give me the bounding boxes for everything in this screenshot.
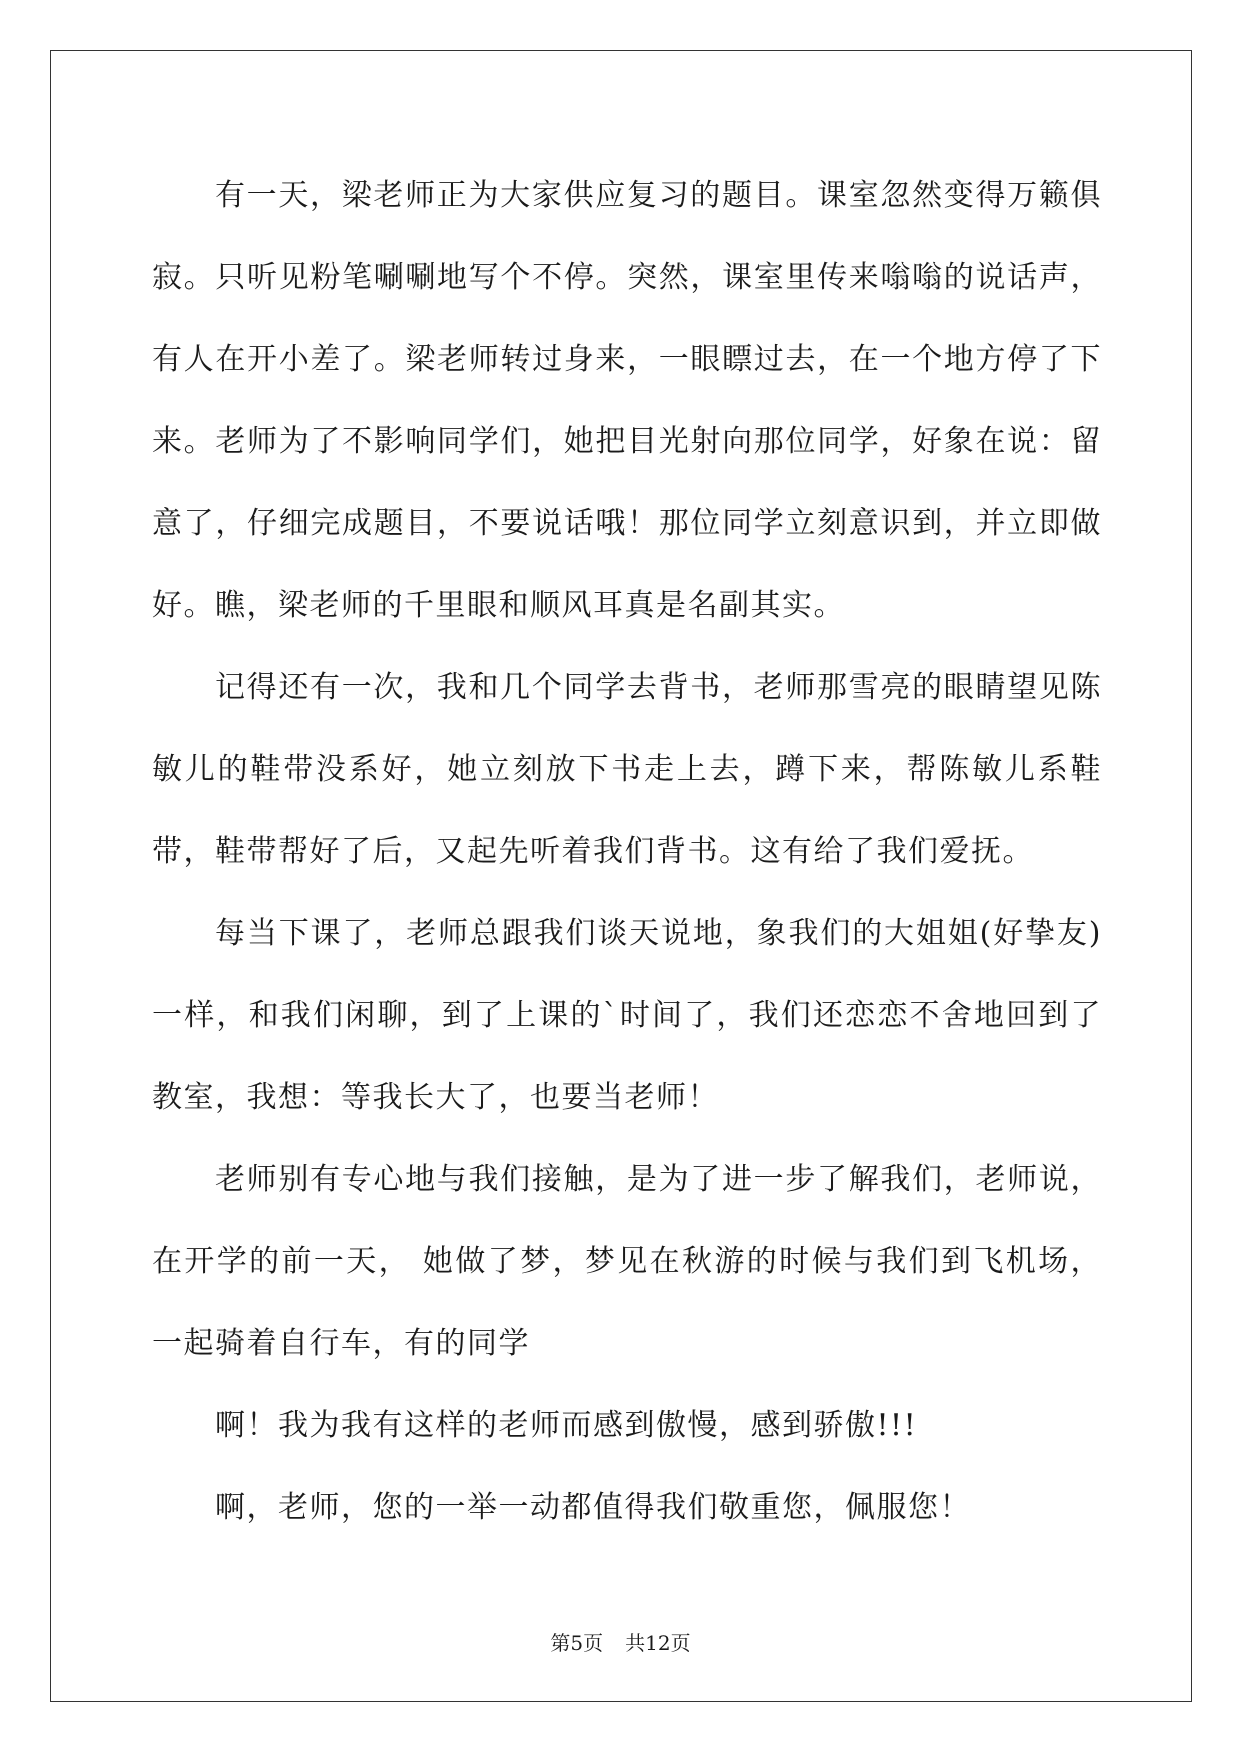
document-body <box>152 155 1102 1549</box>
page-total: 共12页 <box>625 1631 691 1655</box>
paragraph-2: 记得还有一次，我和几个同学去背书，老师那雪亮的眼睛望见陈敏儿的鞋带没系好，她立刻放下书走上去，蹲下来，帮陈敏儿系鞋带，鞋带帮好了后，又起先听着我们背书。这有给了我们爱抚。 <box>152 670 1102 869</box>
page-number: 第5页 <box>550 1631 604 1655</box>
paragraph-5: 啊！我为我有这样的老师而感到傲慢，感到骄傲!!! <box>215 1408 918 1443</box>
paragraph-3: 每当下课了，老师总跟我们谈天说地，象我们的大姐姐(好挚友)一样，和我们闲聊，到了上课的`时间了，我们还恋恋不舍地回到了教室，我想：等我长大了，也要当老师！ <box>152 916 1102 1115</box>
page-footer <box>0 1627 1241 1656</box>
paragraph-6: 啊，老师，您的一举一动都值得我们敬重您，佩服您！ <box>215 1490 971 1525</box>
paragraph-4: 老师别有专心地与我们接触，是为了进一步了解我们，老师说，在开学的前一天， 她做了梦，梦见在秋游的时候与我们到飞机场，一起骑着自行车，有的同学 <box>152 1162 1102 1361</box>
paragraph-1: 有一天，梁老师正为大家供应复习的题目。课室忽然变得万籁俱寂。只听见粉笔唰唰地写个不停。突然，课室里传来嗡嗡的说话声，有人在开小差了。梁老师转过身来，一眼瞟过去，在一个地方停了下来。老师为了不影响同学们，她把目光射向那位同学，好象在说：留意了，仔细完成题目，不要说话哦！那位同学立刻意识到，并立即做好。瞧，梁老师的千里眼和顺风耳真是名副其实。 <box>152 178 1102 623</box>
